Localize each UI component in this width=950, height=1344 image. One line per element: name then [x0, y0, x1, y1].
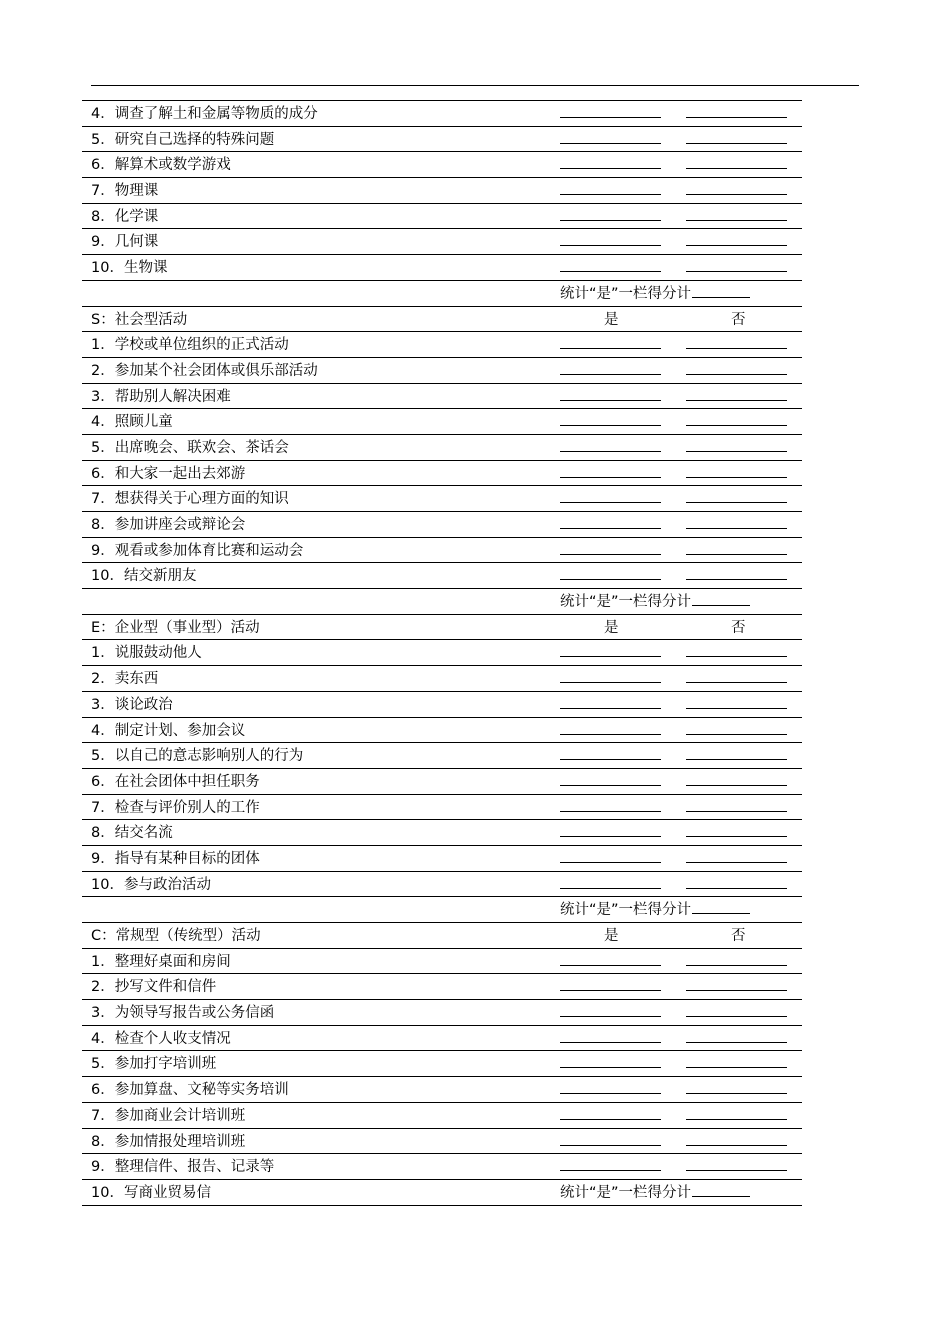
question-row	[82, 563, 802, 589]
question-row	[82, 101, 802, 127]
no-answer-blank[interactable]	[686, 811, 787, 812]
no-answer-blank[interactable]	[686, 759, 787, 760]
question-text: 1．说服鼓动他人	[91, 645, 202, 662]
question-text: 9．指导有某种目标的团体	[91, 850, 260, 867]
question-text: 5．研究自己选择的特殊问题	[91, 131, 275, 148]
question-row	[82, 512, 802, 538]
question-text: 3．谈论政治	[91, 696, 173, 713]
question-text: 5．出席晚会、联欢会、茶话会	[91, 439, 289, 456]
section-heading: C：常规型（传统型）活动	[91, 928, 261, 944]
no-answer-blank[interactable]	[686, 1170, 787, 1171]
no-answer-blank[interactable]	[686, 400, 787, 401]
question-text: 10．参与政治活动	[91, 876, 211, 893]
question-text: 6．参加算盘、文秘等实务培训	[91, 1082, 289, 1099]
yes-answer-blank[interactable]	[560, 1145, 661, 1146]
section-heading-row	[82, 307, 802, 333]
question-row	[82, 435, 802, 461]
question-row	[82, 204, 802, 230]
question-text: 5．以自己的意志影响别人的行为	[91, 748, 304, 765]
no-answer-blank[interactable]	[686, 143, 787, 144]
yes-answer-blank[interactable]	[560, 554, 661, 555]
no-answer-blank[interactable]	[686, 1093, 787, 1094]
yes-answer-blank[interactable]	[560, 1119, 661, 1120]
question-text: 8．参加情报处理培训班	[91, 1133, 246, 1150]
yes-answer-blank[interactable]	[560, 528, 661, 529]
question-text: 2．抄写文件和信件	[91, 979, 217, 996]
yes-answer-blank[interactable]	[560, 245, 661, 246]
yes-answer-blank[interactable]	[560, 579, 661, 580]
question-text: 8．结交名流	[91, 825, 173, 842]
no-answer-blank[interactable]	[686, 734, 787, 735]
yes-answer-blank[interactable]	[560, 862, 661, 863]
question-text: 8．参加讲座会或辩论会	[91, 517, 246, 533]
question-row	[82, 332, 802, 358]
question-row	[82, 949, 802, 975]
question-row	[82, 1180, 802, 1206]
question-text: 2．参加某个社会团体或俱乐部活动	[91, 362, 318, 379]
yes-answer-blank[interactable]	[560, 656, 661, 657]
no-answer-blank[interactable]	[686, 708, 787, 709]
yes-answer-blank[interactable]	[560, 117, 661, 118]
no-answer-blank[interactable]	[686, 477, 787, 478]
yes-answer-blank[interactable]	[560, 965, 661, 966]
no-answer-blank[interactable]	[686, 271, 787, 272]
section-heading-row	[82, 615, 802, 641]
yes-answer-blank[interactable]	[560, 143, 661, 144]
question-row	[82, 1154, 802, 1180]
no-answer-blank[interactable]	[686, 888, 787, 889]
question-row	[82, 769, 802, 795]
no-answer-blank[interactable]	[686, 1067, 787, 1068]
score-tally-text: 统计“是”一栏得分计	[560, 902, 692, 919]
score-tally-blank[interactable]	[692, 297, 750, 298]
no-column-header: 否	[731, 619, 746, 636]
no-answer-blank[interactable]	[686, 425, 787, 426]
score-tally-label	[560, 590, 750, 614]
yes-answer-blank[interactable]	[560, 451, 661, 452]
question-text: 4．调查了解土和金属等物质的成分	[91, 106, 318, 122]
question-row	[82, 178, 802, 204]
yes-answer-blank[interactable]	[560, 374, 661, 375]
question-row	[82, 872, 802, 898]
question-text: 7．检查与评价别人的工作	[91, 799, 260, 816]
question-row	[82, 229, 802, 255]
no-answer-blank[interactable]	[686, 374, 787, 375]
no-answer-blank[interactable]	[686, 348, 787, 349]
yes-answer-blank[interactable]	[560, 836, 661, 837]
yes-answer-blank[interactable]	[560, 708, 661, 709]
score-tally-label	[560, 282, 750, 306]
question-row	[82, 820, 802, 846]
yes-answer-blank[interactable]	[560, 811, 661, 812]
yes-column-header: 是	[604, 619, 619, 636]
yes-answer-blank[interactable]	[560, 1093, 661, 1094]
no-answer-blank[interactable]	[686, 554, 787, 555]
question-row	[82, 255, 802, 281]
yes-answer-blank[interactable]	[560, 785, 661, 786]
question-row	[82, 692, 802, 718]
score-tally-text: 统计“是”一栏得分计	[560, 594, 692, 611]
no-answer-blank[interactable]	[686, 528, 787, 529]
score-tally-label	[560, 1181, 750, 1205]
score-tally-blank[interactable]	[692, 1196, 750, 1197]
score-tally-blank[interactable]	[692, 605, 750, 606]
score-tally-label	[560, 898, 750, 922]
question-text: 8．化学课	[91, 208, 159, 225]
yes-answer-blank[interactable]	[560, 425, 661, 426]
question-text: 7．物理课	[91, 183, 159, 200]
question-text: 4．检查个人收支情况	[91, 1030, 231, 1047]
no-answer-blank[interactable]	[686, 1042, 787, 1043]
question-text: 3．帮助别人解决困难	[91, 388, 231, 405]
question-row	[82, 1129, 802, 1155]
yes-column-header: 是	[604, 928, 619, 944]
question-row	[82, 127, 802, 153]
yes-answer-blank[interactable]	[560, 1170, 661, 1171]
yes-answer-blank[interactable]	[560, 194, 661, 195]
question-text: 4．制定计划、参加会议	[91, 722, 246, 739]
question-text: 9．观看或参加体育比赛和运动会	[91, 542, 304, 559]
no-answer-blank[interactable]	[686, 965, 787, 966]
no-answer-blank[interactable]	[686, 220, 787, 221]
yes-answer-blank[interactable]	[560, 1042, 661, 1043]
no-answer-blank[interactable]	[686, 785, 787, 786]
question-text: 9．整理信件、报告、记录等	[91, 1159, 275, 1176]
yes-answer-blank[interactable]	[560, 734, 661, 735]
section-heading-row	[82, 923, 802, 949]
no-answer-blank[interactable]	[686, 990, 787, 991]
yes-answer-blank[interactable]	[560, 888, 661, 889]
question-text: 9．几何课	[91, 234, 159, 251]
no-answer-blank[interactable]	[686, 836, 787, 837]
question-row	[82, 358, 802, 384]
score-tally-blank[interactable]	[692, 913, 750, 914]
no-answer-blank[interactable]	[686, 502, 787, 503]
question-text: 6．解算术或数学游戏	[91, 157, 231, 174]
no-answer-blank[interactable]	[686, 656, 787, 657]
question-text: 3．为领导写报告或公务信函	[91, 1005, 275, 1022]
question-row	[82, 795, 802, 821]
no-answer-blank[interactable]	[686, 451, 787, 452]
section-heading: E：企业型（事业型）活动	[91, 619, 260, 636]
section-heading: S：社会型活动	[91, 311, 188, 328]
question-row	[82, 461, 802, 487]
no-answer-blank[interactable]	[686, 194, 787, 195]
question-row	[82, 409, 802, 435]
no-answer-blank[interactable]	[686, 579, 787, 580]
question-text: 5．参加打字培训班	[91, 1056, 217, 1073]
question-row	[82, 1026, 802, 1052]
questionnaire-table	[82, 100, 802, 1206]
question-text: 10．写商业贸易信	[91, 1184, 211, 1201]
yes-answer-blank[interactable]	[560, 271, 661, 272]
question-text: 7．参加商业会计培训班	[91, 1107, 246, 1124]
score-tally-row	[82, 281, 802, 307]
no-answer-blank[interactable]	[686, 1119, 787, 1120]
yes-answer-blank[interactable]	[560, 990, 661, 991]
no-answer-blank[interactable]	[686, 117, 787, 118]
yes-answer-blank[interactable]	[560, 220, 661, 221]
no-answer-blank[interactable]	[686, 682, 787, 683]
header-rule	[91, 85, 859, 86]
score-tally-row	[82, 897, 802, 923]
question-text: 10．生物课	[91, 260, 168, 277]
question-row	[82, 384, 802, 410]
yes-answer-blank[interactable]	[560, 400, 661, 401]
question-row	[82, 718, 802, 744]
yes-column-header: 是	[604, 311, 619, 328]
question-row	[82, 640, 802, 666]
question-text: 6．和大家一起出去郊游	[91, 465, 246, 482]
question-text: 4．照顾儿童	[91, 414, 173, 431]
yes-answer-blank[interactable]	[560, 168, 661, 169]
question-text: 7．想获得关于心理方面的知识	[91, 491, 289, 508]
question-text: 2．卖东西	[91, 671, 159, 688]
no-answer-blank[interactable]	[686, 1145, 787, 1146]
no-answer-blank[interactable]	[686, 245, 787, 246]
no-column-header: 否	[731, 311, 746, 328]
question-row	[82, 538, 802, 564]
question-row	[82, 1077, 802, 1103]
question-text: 1．学校或单位组织的正式活动	[91, 337, 289, 354]
question-row	[82, 974, 802, 1000]
yes-answer-blank[interactable]	[560, 477, 661, 478]
no-column-header: 否	[731, 928, 746, 944]
yes-answer-blank[interactable]	[560, 502, 661, 503]
question-text: 10．结交新朋友	[91, 568, 197, 585]
yes-answer-blank[interactable]	[560, 1067, 661, 1068]
no-answer-blank[interactable]	[686, 1016, 787, 1017]
no-answer-blank[interactable]	[686, 168, 787, 169]
question-row	[82, 486, 802, 512]
yes-answer-blank[interactable]	[560, 759, 661, 760]
question-row	[82, 1000, 802, 1026]
score-tally-row	[82, 589, 802, 615]
score-tally-text: 统计“是”一栏得分计	[560, 285, 692, 302]
question-row	[82, 666, 802, 692]
question-row	[82, 152, 802, 178]
question-text: 1．整理好桌面和房间	[91, 953, 231, 970]
question-row	[82, 1103, 802, 1129]
score-tally-text: 统计“是”一栏得分计	[560, 1184, 692, 1201]
question-text: 6．在社会团体中担任职务	[91, 773, 260, 790]
question-row	[82, 846, 802, 872]
question-row	[82, 743, 802, 769]
yes-answer-blank[interactable]	[560, 1016, 661, 1017]
no-answer-blank[interactable]	[686, 862, 787, 863]
yes-answer-blank[interactable]	[560, 682, 661, 683]
yes-answer-blank[interactable]	[560, 348, 661, 349]
question-row	[82, 1051, 802, 1077]
